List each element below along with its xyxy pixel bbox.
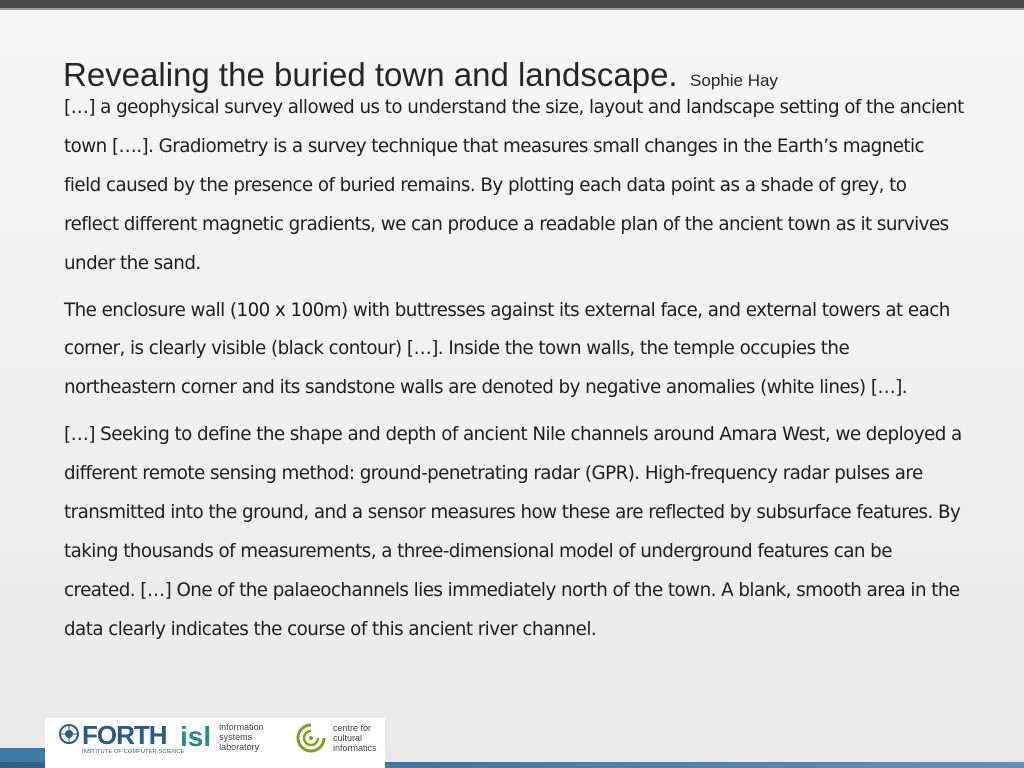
forth-logo xyxy=(58,722,184,755)
cci-swirl-icon xyxy=(295,722,327,754)
slide-author: Sophie Hay xyxy=(690,71,778,90)
forth-subtitle: INSTITUTE OF COMPUTER SCIENCE xyxy=(82,749,185,755)
paragraph-gradiometry: […] a geophysical survey allowed us to understand the size, layout and landscape setting of the ancient town [….]. Gradiometry is a survey technique that measures small changes in the Earth’s magnetic field caused by the presence of buried remains. By plotting each data point as a shade of grey, to reflect different magnetic gradients, we can produce a readable plan of the ancient town as it survives under the sand. xyxy=(64,97,964,274)
footer xyxy=(0,718,1024,768)
cci-logo xyxy=(295,722,377,754)
forth-emblem-icon xyxy=(58,722,80,748)
slide-title: Revealing the buried town and landscape. xyxy=(63,56,678,93)
isl-mark: isl xyxy=(180,721,212,752)
isl-line2: systems xyxy=(219,732,253,742)
isl-logo xyxy=(180,722,264,752)
paragraph-gpr: […] Seeking to define the shape and depth of ancient Nile channels around Amara West, we deployed a different remote sensing method: ground-penetrating radar (GPR). High-frequency radar pulses are transmitted into the ground, and a sensor measures how these are reflected by subsurface features. By taking thousands of measurements, a three-dimensional model of underground features can be created. […] One of the palaeochannels lies immediately north of the town. A blank, smooth area in the data clearly indicates the course of this ancient river channel. xyxy=(64,424,962,640)
paragraph-enclosure-wall: The enclosure wall (100 x 100m) with buttresses against its external face, and external towers at each corner, is clearly visible (black contour) […]. Inside the town walls, the temple occupies the northeastern corner and its sandstone walls are denoted by negative anomalies (white lines) […]. xyxy=(64,299,950,399)
slide-body xyxy=(64,89,964,658)
isl-line1: information xyxy=(219,722,264,732)
isl-line3: laboratory xyxy=(219,742,260,752)
cci-line2: cultural xyxy=(333,733,363,743)
cci-line1: centre for xyxy=(333,723,372,733)
forth-name: FORTH xyxy=(82,720,167,750)
cci-line3: informatics xyxy=(333,743,377,753)
top-bar xyxy=(0,0,1024,8)
